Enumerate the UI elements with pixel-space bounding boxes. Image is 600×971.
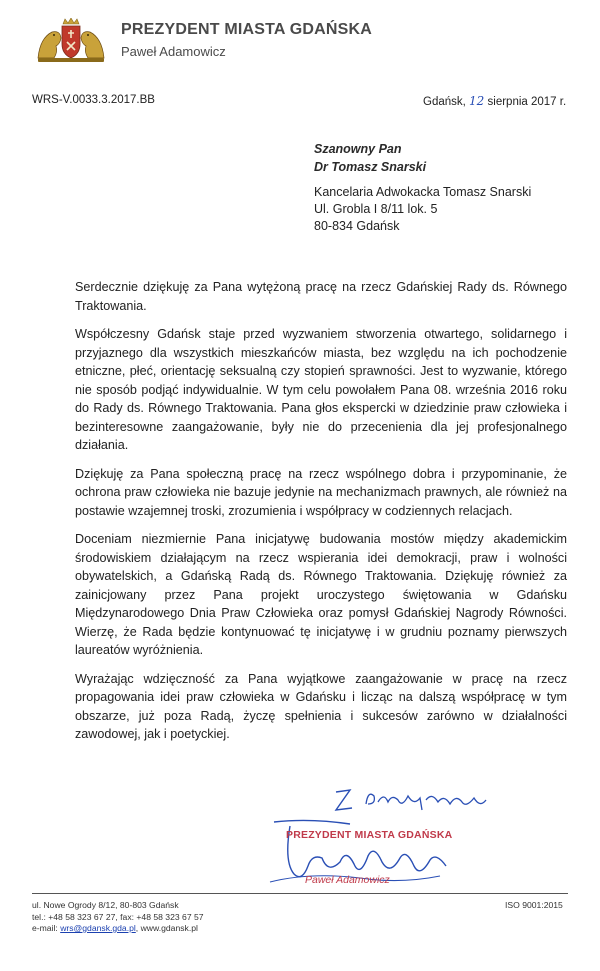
date-rest: sierpnia 2017 r.: [487, 96, 567, 108]
salutation: [314, 140, 426, 176]
iso-certification: ISO 9001:2015: [505, 900, 563, 910]
address-line: 80-834 Gdańsk: [314, 219, 400, 233]
body-paragraph: Doceniam niezmiernie Pana inicjatywę budowania mostów między akademickim środowiskiem działającym na rzecz wspierania idei demokracji, praw i wolności obywatelskich, a Gdańską Radą ds. Równego Traktowania. Dziękuję również za zainicjowany przez Pana projekt uroczystego świętowania w Gdańsku Międzynarodowego Dnia Praw Człowieka oraz pomysł Gdańskiej Nagrody Równości. Wierzę, że Rada będzie kontynuować tę inicjatywę i w grudniu poznamy pierwszych laureatów wyróżnienia.: [75, 532, 567, 657]
letter-date: [423, 94, 566, 108]
letterhead-title: PREZYDENT MIASTA GDAŃSKA: [121, 21, 373, 38]
website-link[interactable]: www.gdansk.pl: [140, 923, 198, 933]
body-paragraph: Współczesny Gdańsk staje przed wyzwaniem stworzenia otwartego, solidarnego i przyjaznego dla wszystkich mieszkańców miasta, bez względu na ich pochodzenie etniczne, płeć, orientację seksualną czy stopień sprawności. Jest to wyzwanie, którego nie sposób podjąć indywidualnie. W tym celu powołałem Pana 08. września 2016 roku do Rady ds. Równego Traktowania. Pana głos ekspercki w dziedzinie praw człowieka i bezinteresowne zaangażowanie, były nie do przecenienia dla jej profesjonalnego działania.: [75, 327, 567, 452]
footer-divider: [32, 893, 568, 894]
reference-number: WRS-V.0033.3.2017.BB: [32, 94, 155, 106]
letter-body: [75, 278, 567, 754]
salutation-line: Szanowny Pan: [314, 142, 402, 156]
footer-phones: tel.: +48 58 323 67 27, fax: +48 58 323 67 57: [32, 911, 204, 922]
letterhead-subtitle: Paweł Adamowicz: [121, 44, 226, 59]
salutation-line: Dr Tomasz Snarski: [314, 160, 427, 174]
email-link[interactable]: wrs@gdansk.gda.pl: [60, 923, 136, 933]
recipient-address: [314, 184, 531, 235]
footer-web: [32, 923, 204, 935]
body-paragraph: Wyrażając wdzięczność za Pana wyjątkowe zaangażowanie w pracę na rzecz propagowania idei praw człowieka w Gdańsku i licząc na dalszą współpracę w tym obszarze, już poza Radą, życzę spełnienia i sukcesów zarówno w działalności zawodowej, jak i poetyckiej.: [75, 671, 567, 741]
footer-separator: ,: [135, 923, 139, 933]
body-paragraph: Serdecznie dziękuję za Pana wytężoną pracę na rzecz Gdańskiej Rady ds. Równego Traktowania.: [75, 280, 567, 313]
date-city: Gdańsk,: [423, 96, 466, 108]
address-line: Kancelaria Adwokacka Tomasz Snarski: [314, 185, 532, 199]
signature-stamp-title: PREZYDENT MIASTA GDAŃSKA: [286, 829, 453, 841]
address-line: Ul. Grobla I 8/11 lok. 5: [314, 202, 438, 216]
email-label: e-mail:: [32, 923, 58, 933]
gdansk-coat-of-arms-icon: [34, 18, 108, 64]
footer-address: ul. Nowe Ogrody 8/12, 80-803 Gdańsk: [32, 900, 179, 910]
body-paragraph: Dziękuję za Pana społeczną pracę na rzecz wspólnego dobra i przypominanie, że ochrona praw człowieka nie bazuje jedynie na mechanizmach prawnych, ale również na postawie wzajemnej troski, zrozumienia i współpracy w codziennych relacjach.: [75, 466, 567, 518]
signature-stamp-name: Paweł Adamowicz: [305, 874, 390, 886]
date-day-handwritten: 12: [469, 94, 485, 108]
footer-contact: [32, 900, 204, 935]
